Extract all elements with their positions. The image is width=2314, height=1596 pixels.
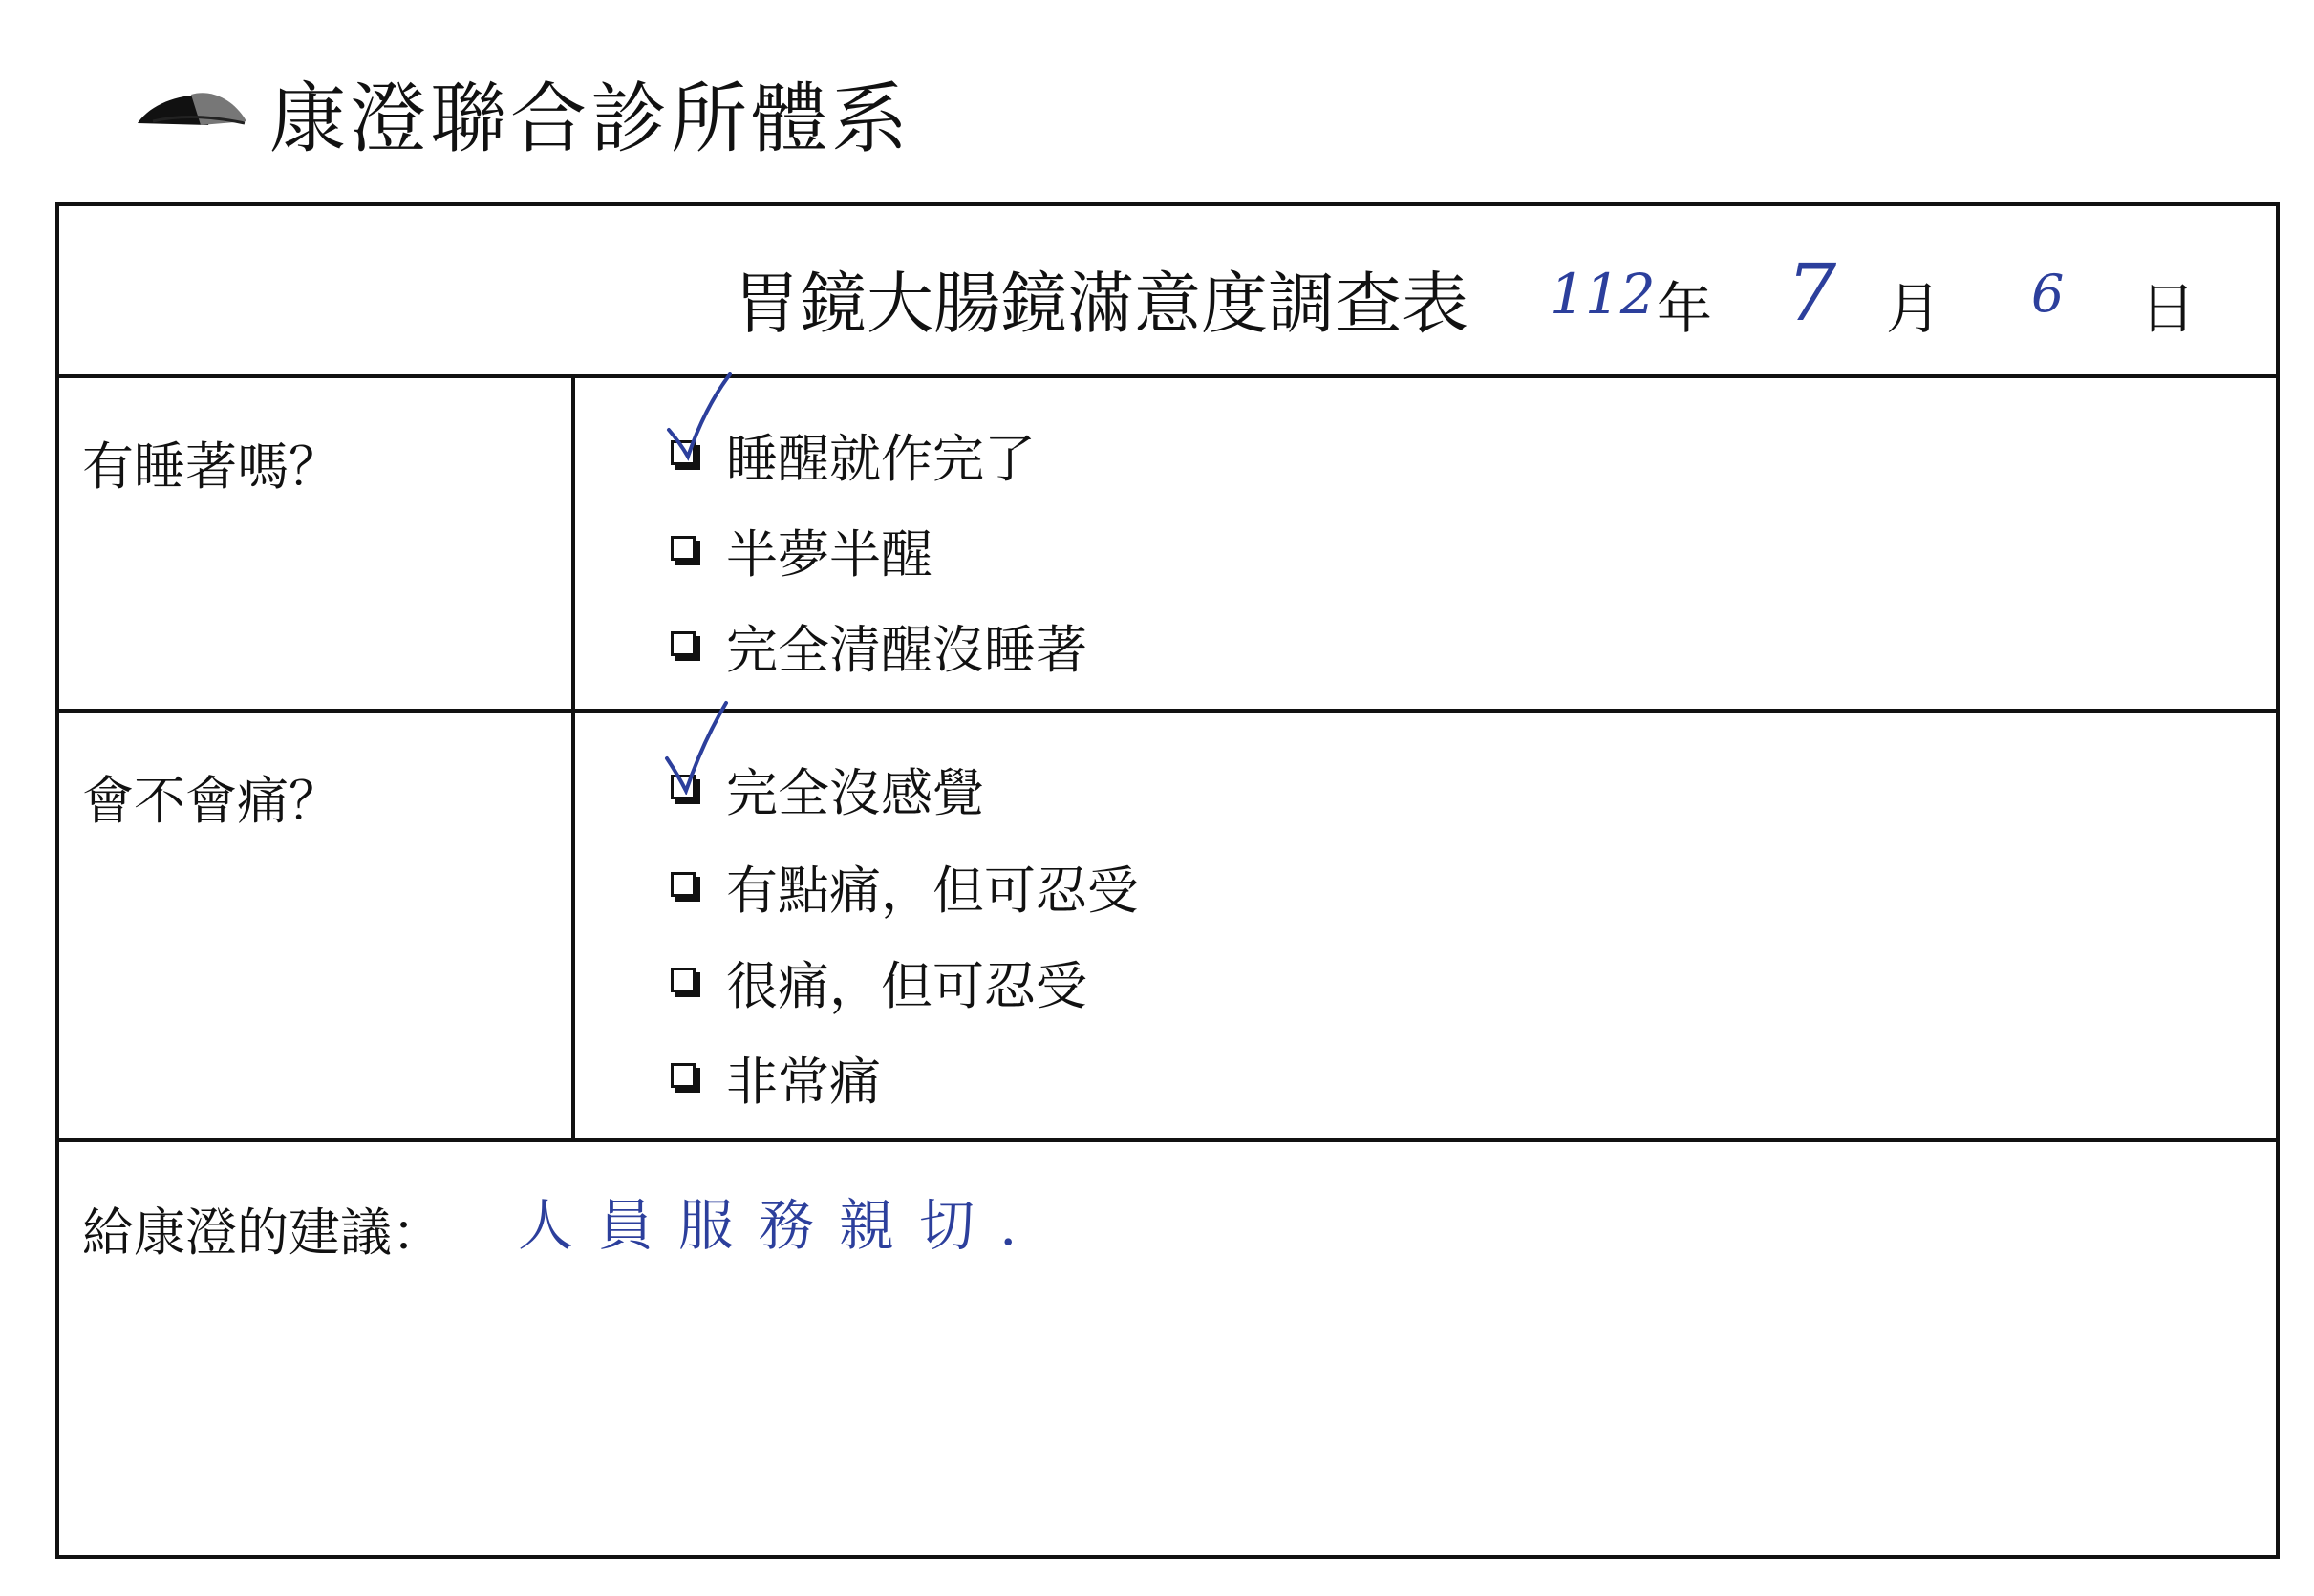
handwritten-month: 7 xyxy=(1787,248,1837,339)
option-label: 完全沒感覺 xyxy=(726,762,984,823)
org-name: 康澄聯合診所體系 xyxy=(269,74,911,163)
month-label: 月 xyxy=(1886,276,1942,341)
suggestion-handwritten-text[interactable]: 人員服務親切. xyxy=(518,1193,1042,1258)
pain-option-1[interactable] xyxy=(671,758,984,823)
checkbox[interactable] xyxy=(671,631,696,656)
option-label: 睡醒就作完了 xyxy=(726,428,1036,489)
divider xyxy=(59,374,2276,378)
sleep-option-2[interactable] xyxy=(671,520,932,585)
fan-logo-icon xyxy=(134,83,248,140)
pain-option-4[interactable] xyxy=(671,1047,881,1112)
day-label: 日 xyxy=(2140,276,2196,341)
suggestion-label: 給康澄的建議： xyxy=(82,1202,443,1263)
title-row xyxy=(59,206,2276,374)
header xyxy=(134,59,911,164)
option-label: 完全清醒沒睡著 xyxy=(726,619,1087,680)
handwritten-year: 112 xyxy=(1550,262,1656,327)
option-label: 很痛，但可忍受 xyxy=(726,955,1087,1016)
year-label: 年 xyxy=(1657,276,1713,341)
option-label: 半夢半醒 xyxy=(726,523,932,585)
checkbox[interactable] xyxy=(671,872,696,897)
option-label: 非常痛 xyxy=(726,1051,881,1112)
survey-form xyxy=(55,202,2280,1559)
option-label: 有點痛，但可忍受 xyxy=(726,860,1139,921)
sleep-option-3[interactable] xyxy=(671,615,1087,680)
pain-option-2[interactable] xyxy=(671,856,1139,921)
checkbox[interactable] xyxy=(671,968,696,992)
divider xyxy=(59,709,2276,713)
sleep-option-1[interactable] xyxy=(671,424,1036,489)
checkbox[interactable] xyxy=(671,1063,696,1088)
checkbox[interactable] xyxy=(671,440,696,465)
checkbox[interactable] xyxy=(671,775,696,799)
pain-question: 會不會痛？ xyxy=(82,771,340,831)
checkbox[interactable] xyxy=(671,536,696,561)
sleep-question: 有睡著嗎？ xyxy=(82,436,340,497)
form-title: 胃鏡大腸鏡滿意度調查表 xyxy=(733,265,1468,343)
column-divider xyxy=(571,374,575,1138)
divider xyxy=(59,1138,2276,1142)
handwritten-day: 6 xyxy=(2031,264,2065,324)
pain-option-3[interactable] xyxy=(671,951,1087,1016)
